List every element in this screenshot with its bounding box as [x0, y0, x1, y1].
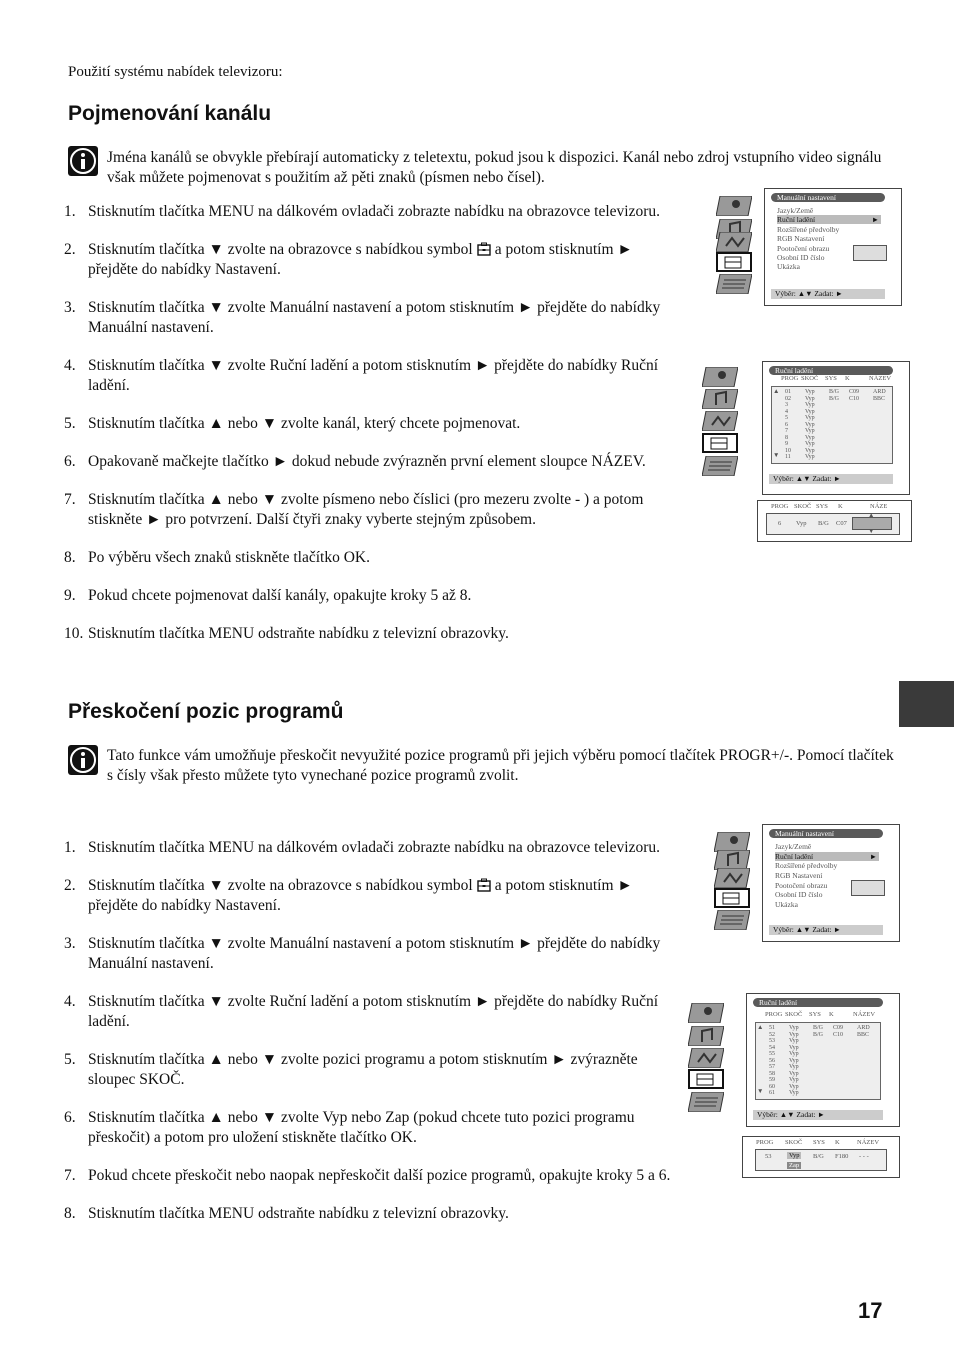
menu-illustration-manual-2 [714, 824, 900, 942]
col-header: SYS [813, 1139, 825, 1146]
detail-value: Vyp [796, 520, 807, 527]
col-header: SKOČ [801, 375, 819, 382]
channel-cell: 53 [769, 1038, 775, 1044]
step-number: 2. [64, 241, 76, 258]
channel-cell: Vyp [789, 1031, 799, 1038]
channel-cell: 6 [785, 421, 788, 428]
col-header: PROG [771, 503, 789, 510]
toolbox-symbol-icon [477, 878, 491, 892]
col-header: SYS [825, 375, 837, 382]
step-text: Pokud chcete pojmenovat další kanály, opakujte kroky 5 až 8. [88, 587, 472, 604]
channel-cell: 56 [769, 1057, 775, 1064]
channel-cell: Vyp [805, 402, 815, 408]
detail-value: B/G [813, 1153, 824, 1160]
col-header: PROG [756, 1139, 774, 1146]
detail-value: C07 [836, 520, 847, 527]
rotation-indicator [851, 880, 885, 896]
step-text: Stisknutím tlačítka MENU odstraňte nabídku z televizní obrazovky. [88, 625, 509, 642]
features-icon [702, 411, 738, 431]
channel-cell: 8 [785, 434, 788, 441]
menu-item: Rozšířené předvolby [777, 225, 840, 234]
step-item [60, 356, 685, 396]
step-text: Stisknutím tlačítka ▲ nebo ▼ zvolte kanál, který chcete pojmenovat. [88, 415, 521, 432]
tuning-screen [746, 993, 900, 1127]
info-icon [68, 745, 98, 775]
setup-toolbox-icon [688, 1069, 724, 1089]
down-arrow-icon: ▼ [868, 528, 875, 535]
col-header: SKOČ [785, 1011, 803, 1018]
menu-item: Osobní ID číslo [777, 253, 825, 262]
channel-cell: C10 [849, 395, 860, 402]
channel-cell: C09 [849, 389, 860, 395]
step-text: Pokud chcete přeskočit nebo naopak nepřeskočit další pozice programů, opakujte kroky 5 a 6. [88, 1167, 671, 1184]
step-item [60, 1204, 675, 1224]
tuning-footer: Výběr: ▲▼ Zadat: ► [769, 474, 893, 484]
channel-cell: Vyp [789, 1064, 799, 1070]
step-text: Po výběru všech znaků stiskněte tlačítko OK. [88, 549, 370, 566]
menu-footer: Výběr: ▲▼ Zadat: ► [771, 289, 885, 299]
menu-item: Jazyk/Země [777, 206, 814, 215]
step-item [60, 414, 685, 434]
step-number: 1. [64, 203, 76, 220]
step-item [60, 838, 675, 858]
col-header: NÁZE [870, 503, 888, 510]
channel-cell: Vyp [805, 415, 815, 421]
step-number: 5. [64, 415, 76, 432]
up-arrow-icon: ▲ [868, 512, 875, 519]
step-number: 4. [64, 993, 76, 1010]
step-number: 7. [64, 491, 76, 508]
detail-illustration-naming [757, 500, 912, 542]
channel-cell: B/G [813, 1031, 824, 1038]
menu-item: Ukázka [775, 900, 798, 909]
step-number: 8. [64, 1205, 76, 1222]
step-number: 1. [64, 839, 76, 856]
section-tab-marker [899, 681, 954, 727]
step-item [60, 202, 685, 222]
channel-cell: 5 [785, 415, 788, 421]
menu-item: Ukázka [777, 262, 800, 271]
preset-icon [688, 1092, 724, 1112]
menu-footer: Výběr: ▲▼ Zadat: ► [769, 925, 883, 935]
step-text: Stisknutím tlačítka ▼ zvolte Manuální nastavení a potom stisknutím ► přejděte do nabídky Manuální nastavení. [88, 299, 661, 336]
step-text: Stisknutím tlačítka ▼ zvolte Ruční ladění a potom stisknutím ► přejděte do nabídky Ruční ladění. [88, 993, 659, 1030]
sound-icon [702, 389, 738, 409]
channel-cell: Vyp [805, 408, 815, 415]
features-icon [714, 868, 750, 888]
step-item [60, 876, 675, 916]
step-item [60, 490, 685, 530]
step-text: Stisknutím tlačítka ▲ nebo ▼ zvolte písmeno nebo číslici (pro mezeru zvolte - ) a potom stiskněte ► pro potvrzení. Další čtyři znaky vyberte stejným způsobem. [88, 491, 644, 528]
section-title-channel-naming: Pojmenování kanálu [68, 102, 272, 125]
col-header: PROG [781, 375, 799, 382]
step-text: a potom stisknutím ► přejděte do nabídky Nastavení. [88, 877, 633, 914]
features-icon [688, 1048, 724, 1068]
sound-icon [688, 1026, 724, 1046]
channel-cell: 11 [785, 454, 791, 460]
step-number: 6. [64, 453, 76, 470]
step-number: 3. [64, 935, 76, 952]
channel-cell: 7 [785, 428, 788, 434]
step-number: 9. [64, 587, 76, 604]
menu-title: Manuální nastavení [769, 829, 883, 838]
channel-cell: Vyp [805, 421, 815, 428]
step-number: 7. [64, 1167, 76, 1184]
setup-toolbox-icon [702, 433, 738, 453]
channel-cell: Vyp [789, 1025, 799, 1031]
page-number: 17 [858, 1298, 883, 1323]
step-number: 8. [64, 549, 76, 566]
menu-screen [764, 188, 902, 306]
step-text: Stisknutím tlačítka ▼ zvolte na obrazovce s nabídkou symbol [88, 241, 473, 258]
col-header: NÁZEV [869, 375, 892, 382]
step-number: 2. [64, 877, 76, 894]
channel-cell: B/G [813, 1025, 824, 1031]
detail-value: F180 [835, 1153, 849, 1160]
channel-cell: 01 [785, 389, 791, 395]
section-title-skip-programs: Přeskočení pozic programů [68, 700, 344, 723]
info-icon [68, 146, 98, 176]
step-number: 6. [64, 1109, 76, 1126]
step-text: Stisknutím tlačítka ▲ nebo ▼ zvolte pozici programu a potom stisknutím ► zvýrazněte sloupec SKOČ. [88, 1051, 638, 1088]
menu-item: RGB Nastavení [775, 871, 823, 880]
channel-cell: 10 [785, 447, 791, 454]
step-item [60, 992, 675, 1032]
step-text: Stisknutím tlačítka ▲ nebo ▼ zvolte Vyp nebo Zap (pokud chcete tuto pozici programu přeskočit) a potom pro uložení stiskněte tlačítko OK. [88, 1109, 635, 1146]
col-header: SYS [809, 1011, 821, 1018]
col-header: NÁZEV [853, 1011, 876, 1018]
col-header: SKOČ [794, 503, 812, 510]
step-text: a potom stisknutím ► přejděte do nabídky Nastavení. [88, 241, 633, 278]
channel-cell: 3 [785, 402, 788, 408]
channel-cell: 59 [769, 1077, 775, 1083]
channel-cell: 54 [769, 1044, 775, 1051]
down-arrow-icon: ▼ [757, 1088, 764, 1095]
tuning-title: Ruční ladění [769, 366, 893, 375]
channel-cell: 61 [769, 1090, 775, 1096]
tuning-footer: Výběr: ▲▼ Zadat: ► [753, 1110, 883, 1120]
channel-cell: 52 [769, 1031, 775, 1038]
step-text: Stisknutím tlačítka MENU odstraňte nabídku z televizní obrazovky. [88, 1205, 509, 1222]
preset-icon [716, 274, 752, 294]
detail-value: - - - [859, 1153, 869, 1160]
step-item [60, 586, 685, 606]
channel-cell: Vyp [789, 1051, 799, 1057]
menu-item: RGB Nastavení [777, 234, 825, 243]
detail-screen [742, 1136, 900, 1178]
channel-cell: Vyp [805, 428, 815, 434]
step-number: 10. [64, 625, 84, 642]
channel-cell: 9 [785, 441, 788, 447]
menu-illustration-tuning-1 [702, 361, 912, 496]
detail-value: B/G [818, 520, 829, 527]
col-header: SKOČ [785, 1139, 803, 1146]
channel-cell: Vyp [805, 389, 815, 395]
step-text: Stisknutím tlačítka ▼ zvolte Manuální nastavení a potom stisknutím ► přejděte do nabídky Manuální nastavení. [88, 935, 661, 972]
step-item [60, 1108, 675, 1148]
col-header: K [838, 503, 843, 510]
detail-illustration-skip [742, 1136, 900, 1178]
menu-item-selected: Ruční ladění ► [775, 852, 877, 861]
detail-screen [757, 500, 912, 542]
toolbox-symbol-icon [477, 242, 491, 256]
step-item [60, 624, 685, 644]
step-item [60, 240, 685, 280]
channel-cell: Vyp [805, 447, 815, 454]
detail-value: 6 [778, 520, 782, 527]
channel-cell: Vyp [805, 395, 815, 402]
menu-item: Pootočení obrazu [775, 881, 828, 890]
channel-cell: 60 [769, 1083, 775, 1090]
menu-title: Manuální nastavení [771, 193, 885, 202]
menu-illustration-manual-1 [716, 188, 902, 306]
channel-cell: 51 [769, 1025, 775, 1031]
channel-cell: Vyp [805, 434, 815, 441]
step-item [60, 1050, 675, 1090]
step-number: 3. [64, 299, 76, 316]
detail-value: 53 [765, 1153, 772, 1160]
tuning-screen [762, 361, 910, 495]
step-item [60, 1166, 675, 1186]
channel-cell: B/G [829, 389, 840, 395]
step-item [60, 452, 685, 472]
channel-cell: Vyp [789, 1090, 799, 1096]
section2-steps [60, 838, 675, 1242]
up-arrow-icon: ▲ [757, 1024, 764, 1031]
channel-cell: BBC [857, 1031, 870, 1038]
channel-cell: C10 [833, 1031, 844, 1038]
section1-steps [60, 202, 685, 662]
channel-cell: Vyp [805, 454, 815, 460]
channel-cell: 55 [769, 1051, 775, 1057]
col-header: K [845, 375, 850, 382]
channel-cell: Vyp [789, 1038, 799, 1044]
channel-cell: Vyp [789, 1070, 799, 1077]
picture-icon [714, 832, 750, 852]
step-number: 4. [64, 357, 76, 374]
channel-cell: C09 [833, 1025, 844, 1031]
step-item [60, 548, 685, 568]
intro-text: Použití systému nabídek televizoru: [68, 64, 283, 80]
channel-cell: 4 [785, 408, 788, 415]
rotation-indicator [853, 245, 887, 261]
col-header: NÁZEV [857, 1139, 880, 1146]
col-header: SYS [816, 503, 828, 510]
menu-item: Pootočení obrazu [777, 244, 830, 253]
menu-item-selected: Ruční ladění ► [777, 215, 879, 224]
step-text: Stisknutím tlačítka ▼ zvolte Ruční ladění a potom stisknutím ► přejděte do nabídky Ruční ladění. [88, 357, 659, 394]
col-header: PROG [765, 1011, 783, 1018]
skip-value-selected: Vyp [789, 1152, 800, 1159]
channel-cell: Vyp [789, 1044, 799, 1051]
up-arrow-icon: ▲ [773, 388, 780, 395]
tuning-title: Ruční ladění [753, 998, 883, 1007]
channel-cell: 57 [769, 1064, 775, 1070]
step-text: Stisknutím tlačítka MENU na dálkovém ovladači zobrazte nabídku na obrazovce televizoru. [88, 839, 661, 856]
down-arrow-icon: ▼ [773, 452, 780, 459]
channel-cell: BBC [873, 395, 886, 402]
section1-note: Jména kanálů se obvykle přebírají automaticky z teletextu, pokud jsou k dispozici. Kanál nebo zdroj vstupního video signálu však můžete pojmenovat s použitím až pěti znaků (písmen nebo čísel). [107, 149, 882, 186]
sound-icon [714, 850, 750, 870]
channel-cell: Vyp [789, 1077, 799, 1083]
col-header: K [829, 1011, 834, 1018]
step-item [60, 298, 685, 338]
menu-item: Osobní ID číslo [775, 890, 823, 899]
step-item [60, 934, 675, 974]
channel-cell: ARD [857, 1025, 870, 1031]
menu-item: Jazyk/Země [775, 842, 812, 851]
preset-icon [702, 456, 738, 476]
step-text: Opakovaně mačkejte tlačítko ► dokud nebude zvýrazněn první element sloupce NÁZEV. [88, 453, 646, 470]
step-text: Stisknutím tlačítka MENU na dálkovém ovladači zobrazte nabídku na obrazovce televizoru. [88, 203, 661, 220]
col-header: K [835, 1139, 840, 1146]
picture-icon [716, 196, 752, 216]
channel-cell: ARD [873, 389, 886, 395]
setup-toolbox-icon [714, 888, 750, 908]
step-text: Stisknutím tlačítka ▼ zvolte na obrazovce s nabídkou symbol [88, 877, 473, 894]
preset-icon [714, 910, 750, 930]
channel-cell: Vyp [805, 441, 815, 447]
section2-note: Tato funkce vám umožňuje přeskočit nevyužité pozice programů při jejich výběru pomocí tlačítek PROGR+/-. Pomocí tlačítek s čísly však přesto můžete tyto vynechané pozice programů zvolit. [107, 747, 894, 784]
channel-cell: 02 [785, 395, 791, 402]
channel-cell: Vyp [789, 1057, 799, 1064]
menu-illustration-tuning-2 [688, 993, 900, 1128]
channel-cell: 58 [769, 1070, 775, 1077]
picture-icon [702, 367, 738, 387]
channel-cell: Vyp [789, 1083, 799, 1090]
setup-toolbox-icon [716, 252, 752, 272]
skip-option: Zap [789, 1162, 800, 1169]
step-number: 5. [64, 1051, 76, 1068]
menu-item: Rozšířené předvolby [775, 861, 838, 870]
picture-icon [688, 1003, 724, 1023]
features-icon [716, 232, 752, 252]
menu-screen [762, 824, 900, 942]
channel-cell: B/G [829, 395, 840, 402]
